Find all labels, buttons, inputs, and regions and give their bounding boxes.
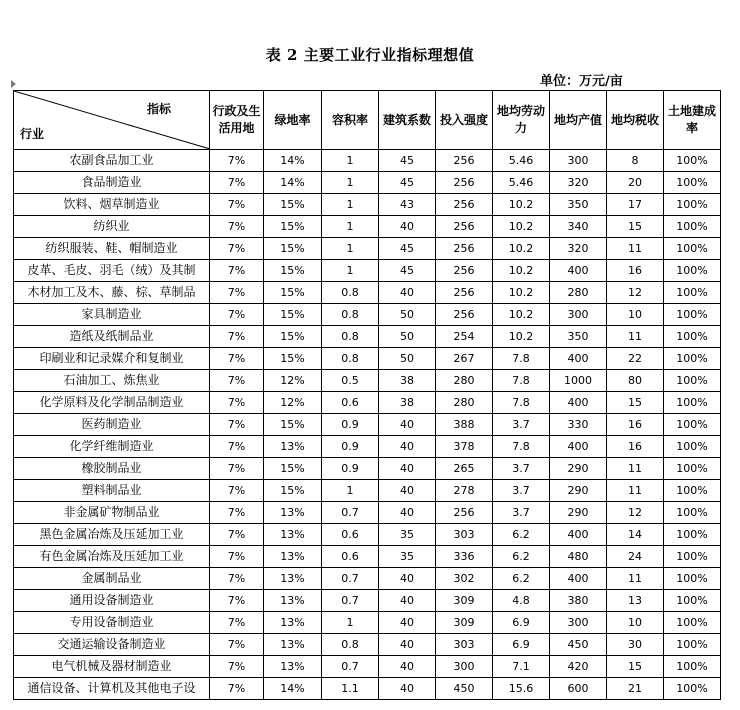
value-cell: 100% <box>664 282 721 304</box>
industry-name-cell: 橡胶制品业 <box>14 458 210 480</box>
value-cell: 350 <box>550 326 607 348</box>
value-cell: 40 <box>379 480 436 502</box>
value-cell: 15 <box>607 216 664 238</box>
value-cell: 20 <box>607 172 664 194</box>
value-cell: 38 <box>379 370 436 392</box>
value-cell: 100% <box>664 414 721 436</box>
value-cell: 10.2 <box>493 326 550 348</box>
value-cell: 100% <box>664 216 721 238</box>
value-cell: 12% <box>264 370 322 392</box>
table-row <box>14 524 721 546</box>
value-cell: 256 <box>436 216 493 238</box>
table-row <box>14 150 721 172</box>
table-row <box>14 458 721 480</box>
value-cell: 7% <box>210 348 264 370</box>
industry-name-cell: 金属制品业 <box>14 568 210 590</box>
value-cell: 100% <box>664 634 721 656</box>
value-cell: 15% <box>264 480 322 502</box>
table-row <box>14 634 721 656</box>
value-cell: 14% <box>264 150 322 172</box>
value-cell: 278 <box>436 480 493 502</box>
value-cell: 16 <box>607 414 664 436</box>
value-cell: 100% <box>664 150 721 172</box>
value-cell: 7% <box>210 238 264 260</box>
value-cell: 10.2 <box>493 216 550 238</box>
value-cell: 0.6 <box>322 392 379 414</box>
value-cell: 0.8 <box>322 634 379 656</box>
value-cell: 0.6 <box>322 546 379 568</box>
industry-name-cell: 石油加工、炼焦业 <box>14 370 210 392</box>
value-cell: 10 <box>607 612 664 634</box>
value-cell: 15.6 <box>493 678 550 700</box>
value-cell: 11 <box>607 458 664 480</box>
column-header: 地均劳动力 <box>493 91 550 150</box>
value-cell: 7% <box>210 282 264 304</box>
value-cell: 336 <box>436 546 493 568</box>
value-cell: 309 <box>436 612 493 634</box>
value-cell: 388 <box>436 414 493 436</box>
value-cell: 450 <box>550 634 607 656</box>
value-cell: 100% <box>664 656 721 678</box>
column-header: 投入强度 <box>436 91 493 150</box>
column-header: 绿地率 <box>264 91 322 150</box>
table-row <box>14 194 721 216</box>
value-cell: 13% <box>264 568 322 590</box>
value-cell: 0.8 <box>322 326 379 348</box>
value-cell: 256 <box>436 194 493 216</box>
value-cell: 100% <box>664 392 721 414</box>
value-cell: 7% <box>210 590 264 612</box>
value-cell: 45 <box>379 238 436 260</box>
value-cell: 256 <box>436 238 493 260</box>
value-cell: 100% <box>664 260 721 282</box>
value-cell: 280 <box>550 282 607 304</box>
table-body <box>14 150 721 700</box>
value-cell: 320 <box>550 172 607 194</box>
value-cell: 10.2 <box>493 194 550 216</box>
column-header: 容积率 <box>322 91 379 150</box>
value-cell: 16 <box>607 436 664 458</box>
value-cell: 400 <box>550 568 607 590</box>
table-row <box>14 612 721 634</box>
value-cell: 267 <box>436 348 493 370</box>
value-cell: 1 <box>322 612 379 634</box>
table-row <box>14 216 721 238</box>
value-cell: 7% <box>210 172 264 194</box>
industry-name-cell: 有色金属冶炼及压延加工业 <box>14 546 210 568</box>
value-cell: 13% <box>264 524 322 546</box>
value-cell: 13% <box>264 502 322 524</box>
value-cell: 7% <box>210 458 264 480</box>
value-cell: 35 <box>379 546 436 568</box>
value-cell: 256 <box>436 282 493 304</box>
value-cell: 100% <box>664 348 721 370</box>
industry-name-cell: 通用设备制造业 <box>14 590 210 612</box>
value-cell: 13% <box>264 656 322 678</box>
value-cell: 303 <box>436 634 493 656</box>
value-cell: 50 <box>379 348 436 370</box>
table-row <box>14 392 721 414</box>
value-cell: 17 <box>607 194 664 216</box>
industry-name-cell: 通信设备、计算机及其他电子设 <box>14 678 210 700</box>
value-cell: 400 <box>550 260 607 282</box>
value-cell: 100% <box>664 546 721 568</box>
value-cell: 11 <box>607 326 664 348</box>
value-cell: 1 <box>322 238 379 260</box>
value-cell: 0.8 <box>322 348 379 370</box>
value-cell: 0.9 <box>322 458 379 480</box>
value-cell: 15% <box>264 260 322 282</box>
value-cell: 6.9 <box>493 634 550 656</box>
table-row <box>14 282 721 304</box>
unit-label: 单位：万元/亩 <box>540 74 623 89</box>
value-cell: 378 <box>436 436 493 458</box>
value-cell: 40 <box>379 502 436 524</box>
value-cell: 0.5 <box>322 370 379 392</box>
value-cell: 7% <box>210 634 264 656</box>
value-cell: 6.2 <box>493 546 550 568</box>
value-cell: 256 <box>436 260 493 282</box>
value-cell: 480 <box>550 546 607 568</box>
value-cell: 15% <box>264 238 322 260</box>
table-row <box>14 348 721 370</box>
value-cell: 400 <box>550 348 607 370</box>
value-cell: 1000 <box>550 370 607 392</box>
value-cell: 80 <box>607 370 664 392</box>
value-cell: 290 <box>550 502 607 524</box>
industry-name-cell: 专用设备制造业 <box>14 612 210 634</box>
value-cell: 100% <box>664 458 721 480</box>
value-cell: 7% <box>210 392 264 414</box>
value-cell: 14 <box>607 524 664 546</box>
value-cell: 265 <box>436 458 493 480</box>
value-cell: 100% <box>664 568 721 590</box>
industry-name-cell: 非金属矿物制品业 <box>14 502 210 524</box>
value-cell: 280 <box>436 392 493 414</box>
table-row <box>14 304 721 326</box>
value-cell: 13 <box>607 590 664 612</box>
value-cell: 290 <box>550 480 607 502</box>
value-cell: 11 <box>607 568 664 590</box>
value-cell: 0.9 <box>322 414 379 436</box>
value-cell: 1 <box>322 172 379 194</box>
value-cell: 15% <box>264 304 322 326</box>
value-cell: 13% <box>264 436 322 458</box>
table-row <box>14 260 721 282</box>
value-cell: 14% <box>264 678 322 700</box>
value-cell: 10.2 <box>493 238 550 260</box>
industry-name-cell: 皮革、毛皮、羽毛（绒）及其制 <box>14 260 210 282</box>
value-cell: 40 <box>379 458 436 480</box>
value-cell: 15% <box>264 326 322 348</box>
industry-name-cell: 纺织业 <box>14 216 210 238</box>
value-cell: 50 <box>379 304 436 326</box>
value-cell: 15% <box>264 282 322 304</box>
value-cell: 15% <box>264 458 322 480</box>
value-cell: 5.46 <box>493 150 550 172</box>
value-cell: 8 <box>607 150 664 172</box>
value-cell: 40 <box>379 634 436 656</box>
column-header: 地均税收 <box>607 91 664 150</box>
value-cell: 40 <box>379 678 436 700</box>
value-cell: 10.2 <box>493 282 550 304</box>
value-cell: 21 <box>607 678 664 700</box>
value-cell: 300 <box>550 304 607 326</box>
value-cell: 45 <box>379 150 436 172</box>
value-cell: 11 <box>607 238 664 260</box>
page-title: 表 2 主要工业行业指标理想值 <box>265 46 475 64</box>
value-cell: 420 <box>550 656 607 678</box>
industry-name-cell: 医药制造业 <box>14 414 210 436</box>
value-cell: 100% <box>664 612 721 634</box>
value-cell: 100% <box>664 304 721 326</box>
value-cell: 302 <box>436 568 493 590</box>
value-cell: 13% <box>264 634 322 656</box>
industry-name-cell: 饮料、烟草制造业 <box>14 194 210 216</box>
value-cell: 100% <box>664 678 721 700</box>
value-cell: 280 <box>436 370 493 392</box>
value-cell: 256 <box>436 150 493 172</box>
value-cell: 43 <box>379 194 436 216</box>
value-cell: 1 <box>322 150 379 172</box>
value-cell: 40 <box>379 414 436 436</box>
value-cell: 3.7 <box>493 458 550 480</box>
value-cell: 100% <box>664 502 721 524</box>
industry-name-cell: 纺织服装、鞋、帽制造业 <box>14 238 210 260</box>
value-cell: 330 <box>550 414 607 436</box>
value-cell: 256 <box>436 502 493 524</box>
value-cell: 1 <box>322 194 379 216</box>
value-cell: 15% <box>264 348 322 370</box>
value-cell: 0.7 <box>322 590 379 612</box>
value-cell: 7% <box>210 436 264 458</box>
value-cell: 300 <box>436 656 493 678</box>
value-cell: 30 <box>607 634 664 656</box>
value-cell: 350 <box>550 194 607 216</box>
value-cell: 11 <box>607 480 664 502</box>
value-cell: 7% <box>210 414 264 436</box>
value-cell: 7.8 <box>493 392 550 414</box>
industry-name-cell: 家具制造业 <box>14 304 210 326</box>
value-cell: 290 <box>550 458 607 480</box>
value-cell: 600 <box>550 678 607 700</box>
column-header: 建筑系数 <box>379 91 436 150</box>
value-cell: 340 <box>550 216 607 238</box>
value-cell: 3.7 <box>493 502 550 524</box>
value-cell: 40 <box>379 282 436 304</box>
table-row <box>14 590 721 612</box>
value-cell: 12% <box>264 392 322 414</box>
value-cell: 7.1 <box>493 656 550 678</box>
table-row <box>14 502 721 524</box>
value-cell: 400 <box>550 436 607 458</box>
value-cell: 100% <box>664 436 721 458</box>
value-cell: 100% <box>664 524 721 546</box>
table-row <box>14 326 721 348</box>
table-row <box>14 370 721 392</box>
value-cell: 6.2 <box>493 568 550 590</box>
corner-label-industry: 行业 <box>20 127 45 141</box>
value-cell: 15% <box>264 216 322 238</box>
value-cell: 40 <box>379 568 436 590</box>
value-cell: 3.7 <box>493 480 550 502</box>
table-row <box>14 546 721 568</box>
table-row <box>14 678 721 700</box>
value-cell: 10.2 <box>493 304 550 326</box>
industry-name-cell: 塑料制品业 <box>14 480 210 502</box>
value-cell: 7% <box>210 216 264 238</box>
value-cell: 7% <box>210 370 264 392</box>
value-cell: 7% <box>210 612 264 634</box>
value-cell: 40 <box>379 216 436 238</box>
column-header: 地均产值 <box>550 91 607 150</box>
value-cell: 5.46 <box>493 172 550 194</box>
table-row <box>14 568 721 590</box>
value-cell: 7% <box>210 304 264 326</box>
industry-name-cell: 印刷业和记录媒介和复制业 <box>14 348 210 370</box>
value-cell: 256 <box>436 304 493 326</box>
value-cell: 15% <box>264 414 322 436</box>
value-cell: 1 <box>322 260 379 282</box>
value-cell: 40 <box>379 436 436 458</box>
value-cell: 0.7 <box>322 656 379 678</box>
value-cell: 13% <box>264 546 322 568</box>
table-row <box>14 172 721 194</box>
value-cell: 7% <box>210 194 264 216</box>
value-cell: 7% <box>210 260 264 282</box>
value-cell: 35 <box>379 524 436 546</box>
industry-name-cell: 农副食品加工业 <box>14 150 210 172</box>
value-cell: 320 <box>550 238 607 260</box>
value-cell: 100% <box>664 590 721 612</box>
value-cell: 3.7 <box>493 414 550 436</box>
value-cell: 7% <box>210 524 264 546</box>
header-row <box>14 91 721 150</box>
value-cell: 0.6 <box>322 524 379 546</box>
industry-name-cell: 食品制造业 <box>14 172 210 194</box>
value-cell: 100% <box>664 480 721 502</box>
value-cell: 7.8 <box>493 348 550 370</box>
value-cell: 15 <box>607 392 664 414</box>
value-cell: 303 <box>436 524 493 546</box>
value-cell: 7% <box>210 678 264 700</box>
value-cell: 300 <box>550 612 607 634</box>
value-cell: 40 <box>379 656 436 678</box>
value-cell: 13% <box>264 612 322 634</box>
value-cell: 7.8 <box>493 370 550 392</box>
value-cell: 6.2 <box>493 524 550 546</box>
value-cell: 380 <box>550 590 607 612</box>
industry-name-cell: 化学纤维制造业 <box>14 436 210 458</box>
industry-name-cell: 交通运输设备制造业 <box>14 634 210 656</box>
value-cell: 7% <box>210 656 264 678</box>
table-anchor-marker <box>11 80 16 88</box>
value-cell: 1 <box>322 480 379 502</box>
table-row <box>14 238 721 260</box>
industry-name-cell: 黑色金属冶炼及压延加工业 <box>14 524 210 546</box>
value-cell: 38 <box>379 392 436 414</box>
value-cell: 400 <box>550 524 607 546</box>
value-cell: 100% <box>664 194 721 216</box>
header-corner-cell <box>14 91 210 150</box>
value-cell: 100% <box>664 172 721 194</box>
value-cell: 15% <box>264 194 322 216</box>
value-cell: 300 <box>550 150 607 172</box>
industry-name-cell: 造纸及纸制品业 <box>14 326 210 348</box>
column-header: 土地建成率 <box>664 91 721 150</box>
corner-label-indicator: 指标 <box>146 102 171 116</box>
value-cell: 22 <box>607 348 664 370</box>
value-cell: 16 <box>607 260 664 282</box>
column-header: 行政及生活用地 <box>210 91 264 150</box>
value-cell: 7% <box>210 546 264 568</box>
table-row <box>14 436 721 458</box>
value-cell: 7.8 <box>493 436 550 458</box>
value-cell: 10.2 <box>493 260 550 282</box>
value-cell: 14% <box>264 172 322 194</box>
value-cell: 13% <box>264 590 322 612</box>
value-cell: 256 <box>436 172 493 194</box>
value-cell: 12 <box>607 282 664 304</box>
value-cell: 0.7 <box>322 502 379 524</box>
table-row <box>14 480 721 502</box>
table-row <box>14 414 721 436</box>
value-cell: 1 <box>322 216 379 238</box>
value-cell: 7% <box>210 568 264 590</box>
value-cell: 15 <box>607 656 664 678</box>
value-cell: 45 <box>379 260 436 282</box>
value-cell: 12 <box>607 502 664 524</box>
value-cell: 40 <box>379 590 436 612</box>
value-cell: 7% <box>210 150 264 172</box>
value-cell: 40 <box>379 612 436 634</box>
value-cell: 45 <box>379 172 436 194</box>
value-cell: 4.8 <box>493 590 550 612</box>
value-cell: 7% <box>210 326 264 348</box>
value-cell: 0.9 <box>322 436 379 458</box>
value-cell: 1.1 <box>322 678 379 700</box>
value-cell: 0.7 <box>322 568 379 590</box>
indicator-table <box>13 90 721 700</box>
value-cell: 100% <box>664 370 721 392</box>
value-cell: 254 <box>436 326 493 348</box>
value-cell: 100% <box>664 238 721 260</box>
value-cell: 100% <box>664 326 721 348</box>
value-cell: 7% <box>210 502 264 524</box>
value-cell: 309 <box>436 590 493 612</box>
value-cell: 450 <box>436 678 493 700</box>
industry-name-cell: 化学原料及化学制品制造业 <box>14 392 210 414</box>
value-cell: 50 <box>379 326 436 348</box>
value-cell: 7% <box>210 480 264 502</box>
value-cell: 0.8 <box>322 304 379 326</box>
value-cell: 24 <box>607 546 664 568</box>
table-row <box>14 656 721 678</box>
value-cell: 400 <box>550 392 607 414</box>
value-cell: 10 <box>607 304 664 326</box>
value-cell: 0.8 <box>322 282 379 304</box>
industry-name-cell: 木材加工及木、藤、棕、草制品 <box>14 282 210 304</box>
industry-name-cell: 电气机械及器材制造业 <box>14 656 210 678</box>
value-cell: 6.9 <box>493 612 550 634</box>
